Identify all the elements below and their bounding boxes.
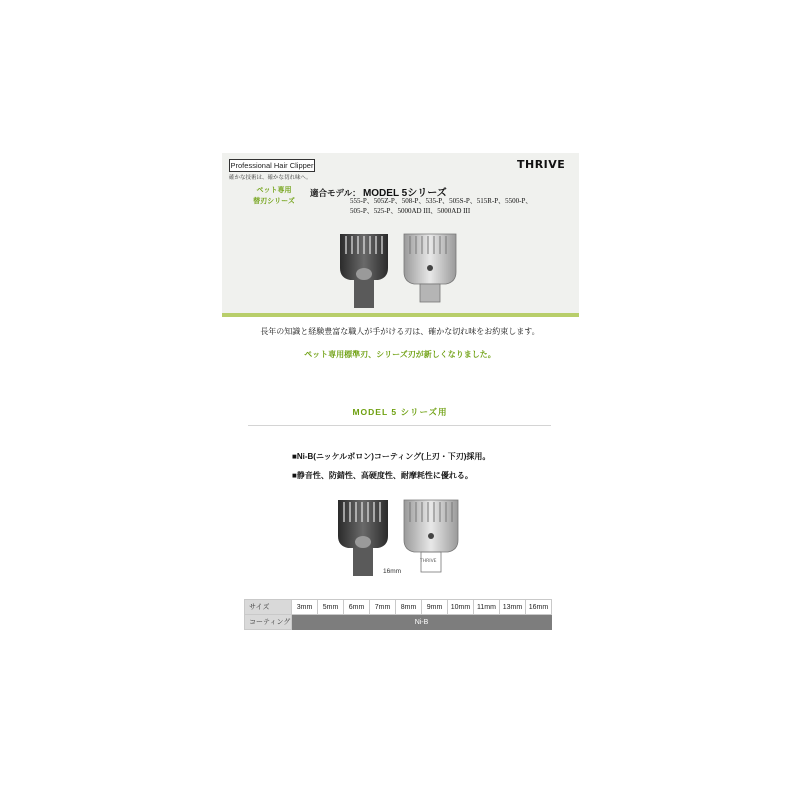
section-title: MODEL 5 シリーズ用 — [352, 407, 448, 417]
renewal-message: ペット専用標準刃、シリーズ刃が新しくなりました。 — [304, 350, 496, 359]
blade-image-silver-bottom — [400, 498, 462, 574]
brand-box: Professional Hair Clipper — [230, 161, 314, 170]
blade-size-caption: 16mm — [383, 568, 402, 575]
thrive-logo: THRIVE — [517, 158, 566, 171]
size-cell: 7mm — [370, 600, 396, 615]
pet-label-line2: 替刃シリーズ — [253, 198, 295, 205]
spec-table — [244, 599, 552, 630]
compatible-model-list: 555-P、505Z-P、508-P、535-P、505S-P、515R-P、5500-P、 505-P、525-P、5000AD III、5000AD III — [350, 197, 533, 215]
model-name: MODEL 5シリーズ — [362, 188, 447, 199]
feature-coating: ■Ni-B(ニッケルボロン)コーティング(上刃・下刃)採用。 — [292, 452, 491, 461]
section-divider — [248, 425, 551, 426]
size-cell: 11mm — [474, 600, 500, 615]
blade-image-dark-bottom — [332, 498, 394, 578]
size-cell: 3mm — [292, 600, 318, 615]
size-cell: 13mm — [500, 600, 526, 615]
blade-image-dark-top — [334, 232, 394, 310]
banner-accent-band — [222, 313, 579, 317]
size-cell: 16mm — [526, 600, 552, 615]
pet-series-label — [250, 185, 298, 207]
size-cell: 9mm — [422, 600, 448, 615]
table-row-coating — [245, 615, 552, 630]
pet-label-line1: ペット専用 — [256, 187, 292, 194]
size-cell: 10mm — [448, 600, 474, 615]
model-label: 適合モデル： — [310, 188, 361, 198]
size-cell: 6mm — [344, 600, 370, 615]
coating-value: Ni-B — [292, 615, 552, 630]
size-cell: 5mm — [318, 600, 344, 615]
blade-image-silver-top — [400, 232, 460, 304]
feature-properties: ■静音性、防錆性、高硬度性、耐摩耗性に優れる。 — [292, 471, 473, 480]
coating-header: コーティング — [245, 615, 292, 630]
table-row-size — [245, 600, 552, 615]
blade-engraving: THRIVE — [420, 559, 437, 564]
size-header: サイズ — [245, 600, 292, 615]
size-cell: 8mm — [396, 600, 422, 615]
brand-tagline: 確かな技術は、確かな切れ味へ。 — [229, 175, 312, 181]
quality-message: 長年の知識と経験豊富な職人が手がける刃は、確かな切れ味をお約束します。 — [260, 327, 540, 336]
